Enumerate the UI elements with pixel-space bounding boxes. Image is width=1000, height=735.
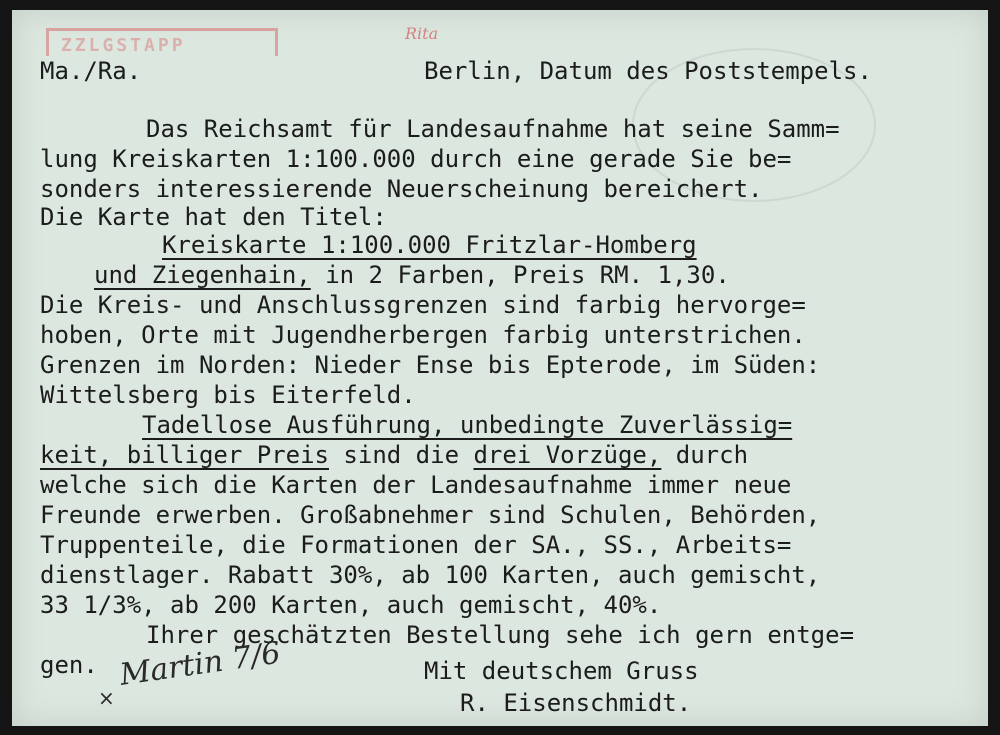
closing-greeting: Mit deutschem Gruss xyxy=(424,657,699,685)
body-line-17: 33 1/3%, ab 200 Karten, auch gemischt, 40%. xyxy=(40,591,662,619)
red-pencil-mark: Rita xyxy=(405,24,439,43)
handwritten-x-mark: × xyxy=(98,686,115,710)
body-line-19: gen. xyxy=(40,651,98,679)
body-line-2: lung Kreiskarten 1:100.000 durch eine gerade Sie be= xyxy=(40,145,792,173)
body-line-18: Ihrer geschätzten Bestellung sehe ich gern entge= xyxy=(146,621,855,649)
reference-code: Ma./Ra. xyxy=(40,57,142,85)
quality-underlined: keit, billiger Preis xyxy=(40,441,329,469)
map-title-details: in 2 Farben, Preis RM. 1,30. xyxy=(310,261,730,289)
body-line-12 xyxy=(40,440,748,470)
place-date: Berlin, Datum des Poststempels. xyxy=(424,57,872,85)
body-line-16: dienstlager. Rabatt 30%, ab 100 Karten, auch gemischt, xyxy=(40,561,821,589)
map-title-line-2 xyxy=(94,260,730,290)
body-line-4: Die Karte hat den Titel: xyxy=(40,203,387,231)
body-line-14: Freunde erwerben. Großabnehmer sind Schulen, Behörden, xyxy=(40,501,821,529)
body-line-15: Truppenteile, die Formationen der SA., SS., Arbeits= xyxy=(40,531,792,559)
handwritten-note: Martin 7/6 xyxy=(117,635,283,693)
body-line-1: Das Reichsamt für Landesaufnahme hat seine Samm= xyxy=(146,115,840,143)
body-line-9: Grenzen im Norden: Nieder Ense bis Epterode, im Süden: xyxy=(40,351,821,379)
map-title-underlined: und Ziegenhain, xyxy=(94,261,311,289)
body-line-3: sonders interessierende Neuerscheinung bereichert. xyxy=(40,175,763,203)
body-line-12-mid: sind die xyxy=(328,441,474,469)
advantages-underlined: drei Vorzüge, xyxy=(473,441,662,469)
body-line-10: Wittelsberg bis Eiterfeld. xyxy=(40,381,416,409)
red-stamp xyxy=(46,28,278,56)
body-line-7: Die Kreis- und Anschlussgrenzen sind farbig hervorge= xyxy=(40,291,806,319)
body-line-8: hoben, Orte mit Jugendherbergen farbig unterstrichen. xyxy=(40,321,806,349)
body-line-11: Tadellose Ausführung, unbedingte Zuverlässig= xyxy=(142,411,793,439)
stamp-text: ZZLGSTAPP xyxy=(61,35,186,56)
postcard xyxy=(12,10,988,726)
sender-name: R. Eisenschmidt. xyxy=(460,689,692,717)
body-line-13: welche sich die Karten der Landesaufnahme immer neue xyxy=(40,471,792,499)
map-title-line-1: Kreiskarte 1:100.000 Fritzlar-Homberg xyxy=(162,231,697,259)
body-line-12-end: durch xyxy=(661,441,749,469)
